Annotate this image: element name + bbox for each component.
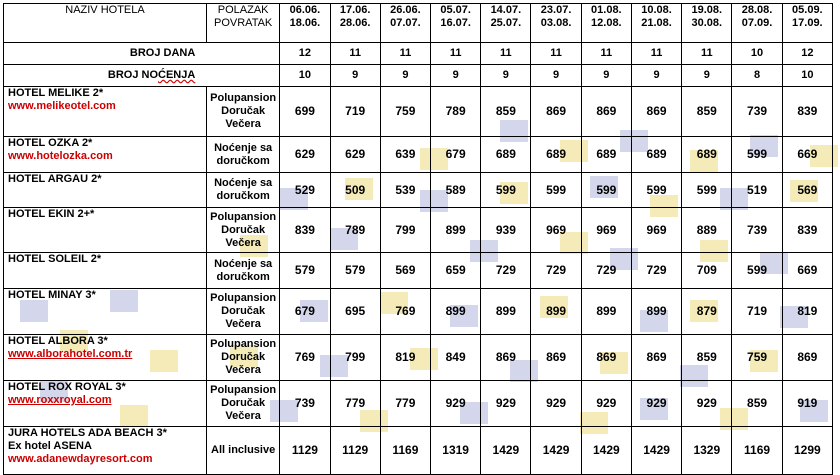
- header-row: [4, 4, 833, 43]
- price-cell: 899: [581, 289, 631, 335]
- hotel-name-header: NAZIV HOTELA: [4, 4, 207, 43]
- price-cell: 799: [380, 208, 430, 253]
- hotel-website-link[interactable]: www.alborahotel.com.tr: [8, 348, 133, 360]
- board-type-cell: [206, 173, 279, 208]
- hotel-cell: [4, 137, 207, 173]
- price-cell: 629: [330, 137, 380, 173]
- price-cell: 679: [280, 289, 330, 335]
- days-value: 11: [431, 43, 481, 65]
- hotel-name: HOTEL ARGAU 2*: [8, 173, 102, 185]
- departure-date: 23.07.: [540, 4, 572, 16]
- board-type-cell: [206, 87, 279, 137]
- return-date: 17.09.: [792, 17, 823, 29]
- price-cell: 1319: [431, 427, 481, 475]
- price-cell: 729: [581, 253, 631, 289]
- price-cell: 859: [732, 381, 782, 427]
- price-cell: 669: [782, 253, 832, 289]
- departure-label: POLAZAK: [217, 4, 269, 16]
- hotel-former-name: Ex hotel ASENA: [8, 440, 92, 452]
- price-cell: 689: [682, 137, 732, 173]
- nights-label-suffix: ĆENJA: [158, 69, 196, 81]
- price-cell: 819: [380, 335, 430, 381]
- price-cell: 729: [631, 253, 681, 289]
- board-type-line: Noćenje sa: [214, 141, 273, 154]
- hotel-cell: [4, 208, 207, 253]
- hotel-cell: [4, 253, 207, 289]
- hotel-name: HOTEL EKIN 2+*: [8, 208, 95, 220]
- days-value: 11: [682, 43, 732, 65]
- price-cell: 689: [481, 137, 531, 173]
- price-cell: 689: [631, 137, 681, 173]
- price-cell: 929: [631, 381, 681, 427]
- board-type-line: Doručak: [221, 305, 266, 317]
- price-cell: 629: [280, 137, 330, 173]
- nights-value: 8: [732, 65, 782, 87]
- departure-date: 26.06.: [390, 4, 421, 16]
- return-date: 12.08.: [591, 17, 622, 29]
- hotel-website-link[interactable]: www.melikeotel.com: [8, 100, 116, 112]
- days-value: 11: [380, 43, 430, 65]
- route-header: [206, 4, 279, 43]
- nights-value: 9: [330, 65, 380, 87]
- price-cell: 899: [481, 289, 531, 335]
- price-cell: 789: [431, 87, 481, 137]
- board-type-line: doručkom: [216, 270, 270, 283]
- price-cell: 929: [682, 381, 732, 427]
- price-cell: 719: [732, 289, 782, 335]
- board-type-line: Doručak: [221, 351, 266, 363]
- return-date: 18.06.: [289, 17, 321, 29]
- price-cell: 929: [431, 381, 481, 427]
- board-type-cell: [206, 208, 279, 253]
- price-cell: 869: [631, 87, 681, 137]
- term-header: [531, 4, 581, 43]
- price-cell: 599: [531, 173, 581, 208]
- nights-row: [4, 65, 833, 87]
- departure-date: 14.07.: [490, 4, 522, 16]
- board-type-cell: [206, 427, 279, 475]
- hotel-cell: [4, 381, 207, 427]
- board-type-cell: [206, 137, 279, 173]
- days-row: [4, 43, 833, 65]
- days-value: 11: [631, 43, 681, 65]
- price-cell: 599: [631, 173, 681, 208]
- price-cell: 569: [380, 253, 430, 289]
- board-type-line: Večera: [225, 236, 261, 249]
- price-cell: 939: [481, 208, 531, 253]
- hotel-name: HOTEL MELIKE 2*: [8, 87, 104, 99]
- return-label: POVRATAK: [214, 17, 273, 29]
- board-type-line: Polupansion: [210, 92, 277, 104]
- hotel-name: HOTEL MINAY 3*: [8, 289, 96, 301]
- term-header: [431, 4, 481, 43]
- price-cell: 695: [330, 289, 380, 335]
- price-cell: 739: [280, 381, 330, 427]
- price-cell: 859: [682, 335, 732, 381]
- hotel-cell: [4, 87, 207, 137]
- board-type-line: Polupansion: [210, 338, 277, 350]
- price-cell: 639: [380, 137, 430, 173]
- board-type-line: Noćenje sa: [214, 257, 273, 270]
- price-cell: 759: [732, 335, 782, 381]
- hotel-website-link[interactable]: www.adanewdayresort.com: [8, 453, 153, 465]
- board-type-line: Večera: [225, 318, 261, 330]
- nights-value: 9: [380, 65, 430, 87]
- price-cell: 689: [581, 137, 631, 173]
- price-cell: 899: [631, 289, 681, 335]
- hotel-website-link[interactable]: www.hotelozka.com: [8, 150, 113, 162]
- days-value: 12: [782, 43, 832, 65]
- return-date: 03.08.: [540, 17, 572, 29]
- price-cell: 739: [732, 208, 782, 253]
- price-cell: 519: [732, 173, 782, 208]
- price-cell: 1329: [682, 427, 732, 475]
- price-cell: 739: [732, 87, 782, 137]
- board-type-line: Polupansion: [210, 210, 277, 223]
- term-header: [682, 4, 732, 43]
- hotel-row: [4, 253, 833, 289]
- nights-value: 9: [581, 65, 631, 87]
- board-type-line: Večera: [225, 410, 261, 422]
- days-value: 11: [531, 43, 581, 65]
- term-header: [280, 4, 330, 43]
- price-cell: 1129: [280, 427, 330, 475]
- term-header: [631, 4, 681, 43]
- price-cell: 779: [330, 381, 380, 427]
- price-cell: 859: [481, 87, 531, 137]
- price-cell: 1429: [631, 427, 681, 475]
- price-cell: 1429: [481, 427, 531, 475]
- price-cell: 919: [782, 381, 832, 427]
- departure-date: 17.06.: [339, 4, 371, 16]
- nights-value: 9: [531, 65, 581, 87]
- price-cell: 599: [481, 173, 531, 208]
- price-cell: 1129: [330, 427, 380, 475]
- board-type-line: Noćenje sa: [214, 177, 273, 189]
- days-value: 11: [581, 43, 631, 65]
- hotel-row: [4, 335, 833, 381]
- price-cell: 589: [431, 173, 481, 208]
- hotel-row: [4, 208, 833, 253]
- departure-date: 01.08.: [591, 4, 622, 16]
- return-date: 21.08.: [641, 17, 672, 29]
- hotel-row: [4, 87, 833, 137]
- price-cell: 1429: [531, 427, 581, 475]
- hotel-cell: [4, 427, 207, 475]
- price-cell: 869: [581, 87, 631, 137]
- price-cell: 869: [782, 335, 832, 381]
- price-cell: 969: [531, 208, 581, 253]
- price-cell: 889: [682, 208, 732, 253]
- departure-date: 10.08.: [641, 4, 672, 16]
- price-cell: 569: [782, 173, 832, 208]
- price-cell: 529: [280, 173, 330, 208]
- price-cell: 899: [431, 208, 481, 253]
- price-cell: 819: [782, 289, 832, 335]
- price-cell: 599: [732, 137, 782, 173]
- days-label: BROJ DANA: [4, 43, 280, 65]
- price-cell: 869: [631, 335, 681, 381]
- price-cell: 699: [280, 87, 330, 137]
- price-cell: 679: [431, 137, 481, 173]
- price-cell: 869: [531, 335, 581, 381]
- price-cell: 799: [330, 335, 380, 381]
- price-cell: 969: [631, 208, 681, 253]
- price-cell: 839: [280, 208, 330, 253]
- price-cell: 769: [380, 289, 430, 335]
- days-value: 12: [280, 43, 330, 65]
- price-cell: 789: [330, 208, 380, 253]
- hotel-row: [4, 381, 833, 427]
- nights-label-prefix: BROJ NO: [107, 69, 159, 81]
- days-value: 11: [481, 43, 531, 65]
- board-type-line: All inclusive: [211, 444, 276, 456]
- price-cell: 779: [380, 381, 430, 427]
- return-date: 07.09.: [741, 17, 773, 29]
- nights-value: 10: [280, 65, 330, 87]
- departure-date: 19.08.: [691, 4, 723, 16]
- price-cell: 1299: [782, 427, 832, 475]
- price-cell: 579: [330, 253, 380, 289]
- return-date: 30.08.: [691, 17, 723, 29]
- price-cell: 599: [682, 173, 732, 208]
- price-cell: 839: [782, 208, 832, 253]
- price-cell: 969: [581, 208, 631, 253]
- price-cell: 719: [330, 87, 380, 137]
- price-cell: 659: [431, 253, 481, 289]
- board-type-cell: [206, 335, 279, 381]
- price-cell: 579: [280, 253, 330, 289]
- term-header: [481, 4, 531, 43]
- hotel-row: [4, 427, 833, 475]
- term-header: [732, 4, 782, 43]
- price-cell: 899: [531, 289, 581, 335]
- hotel-cell: [4, 173, 207, 208]
- hotel-name: JURA HOTELS ADA BEACH 3*: [8, 427, 167, 439]
- price-cell: 709: [682, 253, 732, 289]
- nights-value: 9: [481, 65, 531, 87]
- price-cell: 599: [732, 253, 782, 289]
- term-header: [380, 4, 430, 43]
- term-header: [581, 4, 631, 43]
- departure-date: 05.09.: [792, 4, 823, 16]
- hotel-name: HOTEL ALBORA 3*: [8, 335, 108, 347]
- days-value: 11: [330, 43, 380, 65]
- nights-label: [4, 65, 280, 87]
- price-cell: 509: [330, 173, 380, 208]
- price-cell: 869: [531, 87, 581, 137]
- nights-value: 9: [631, 65, 681, 87]
- hotel-name: HOTEL SOLEIL 2*: [8, 253, 102, 265]
- return-date: 07.07.: [390, 17, 421, 29]
- price-cell: 729: [481, 253, 531, 289]
- board-type-cell: [206, 381, 279, 427]
- nights-value: 10: [782, 65, 832, 87]
- price-cell: 869: [481, 335, 531, 381]
- price-cell: 599: [581, 173, 631, 208]
- hotel-name: HOTEL ROX ROYAL 3*: [8, 381, 126, 393]
- board-type-line: Doručak: [221, 105, 266, 117]
- departure-date: 05.07.: [440, 4, 471, 16]
- departure-date: 06.06.: [289, 4, 321, 16]
- hotel-row: [4, 173, 833, 208]
- price-cell: 729: [531, 253, 581, 289]
- board-type-cell: [206, 253, 279, 289]
- hotel-row: [4, 289, 833, 335]
- price-cell: 899: [431, 289, 481, 335]
- return-date: 16.07.: [440, 17, 471, 29]
- board-type-line: Večera: [225, 118, 261, 130]
- board-type-line: doručkom: [216, 190, 270, 202]
- price-cell: 1169: [732, 427, 782, 475]
- departure-date: 28.08.: [741, 4, 773, 16]
- price-cell: 849: [431, 335, 481, 381]
- hotel-row: [4, 137, 833, 173]
- term-header: [782, 4, 832, 43]
- board-type-line: Večera: [225, 364, 261, 376]
- board-type-line: Doručak: [221, 223, 266, 236]
- price-cell: 879: [682, 289, 732, 335]
- days-value: 10: [732, 43, 782, 65]
- board-type-line: Doručak: [221, 397, 266, 409]
- term-header: [330, 4, 380, 43]
- price-cell: 929: [531, 381, 581, 427]
- price-cell: 869: [581, 335, 631, 381]
- return-date: 25.07.: [490, 17, 522, 29]
- price-cell: 759: [380, 87, 430, 137]
- return-date: 28.06.: [339, 17, 371, 29]
- hotel-website-link[interactable]: www.roxxroyal.com: [8, 394, 112, 406]
- hotel-cell: [4, 289, 207, 335]
- price-cell: 929: [581, 381, 631, 427]
- price-cell: 1429: [581, 427, 631, 475]
- board-type-line: Polupansion: [210, 292, 277, 304]
- price-cell: 539: [380, 173, 430, 208]
- price-cell: 689: [531, 137, 581, 173]
- price-cell: 839: [782, 87, 832, 137]
- price-table: [3, 3, 833, 475]
- price-cell: 1169: [380, 427, 430, 475]
- board-type-line: doručkom: [216, 154, 270, 167]
- hotel-name: HOTEL OZKA 2*: [8, 137, 93, 149]
- price-cell: 769: [280, 335, 330, 381]
- nights-value: 9: [682, 65, 732, 87]
- nights-value: 9: [431, 65, 481, 87]
- board-type-cell: [206, 289, 279, 335]
- price-cell: 929: [481, 381, 531, 427]
- price-cell: 859: [682, 87, 732, 137]
- board-type-line: Polupansion: [210, 384, 277, 396]
- price-cell: 669: [782, 137, 832, 173]
- hotel-cell: [4, 335, 207, 381]
